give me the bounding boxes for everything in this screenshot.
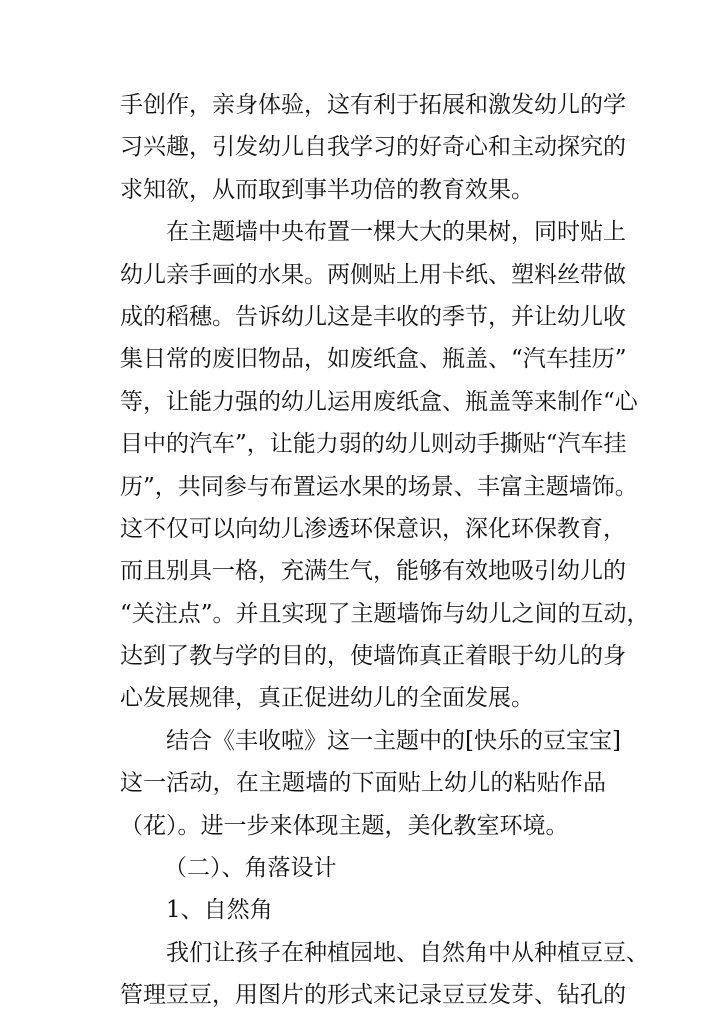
paragraph-line: 心发展规律，真正促进幼儿的全面发展。 <box>120 685 534 712</box>
paragraph-line: 这不仅可以向幼儿渗透环保意识，深化环保教育， <box>120 515 626 542</box>
paragraph-line: 幼儿亲手画的水果。两侧贴上用卡纸、塑料丝带做 <box>120 261 626 288</box>
paragraph-line: 历”，共同参与布置运水果的场景、丰富主题墙饰。 <box>120 473 638 500</box>
paragraph-line: 管理豆豆，用图片的形式来记录豆豆发芽、钻孔的 <box>120 982 626 1009</box>
paragraph-line: （花）。进一步来体现主题，美化教室环境。 <box>120 812 569 839</box>
paragraph-line: 求知欲，从而取到事半功倍的教育效果。 <box>120 176 534 203</box>
paragraph-line: 而且别具一格，充满生气，能够有效地吸引幼儿的 <box>120 558 626 585</box>
document-body <box>120 84 650 1017</box>
subsection-heading: 1、自然角 <box>166 897 273 924</box>
paragraph-line: 手创作，亲身体验，这有利于拓展和激发幼儿的学 <box>120 92 626 118</box>
paragraph-line: 这一活动，在主题墙的下面贴上幼儿的粘贴作品 <box>120 770 606 797</box>
paragraph-line: “关注点”。并且实现了主题墙饰与幼儿之间的互动， <box>120 600 650 627</box>
paragraph-line: 在主题墙中央布置一棵大大的果树，同时贴上 <box>166 219 626 246</box>
paragraph-line: 习兴趣，引发幼儿自我学习的好奇心和主动探究的 <box>120 134 626 161</box>
paragraph-line: 我们让孩子在种植园地、自然角中从种植豆豆、 <box>166 939 649 966</box>
paragraph-line: 成的稻穗。告诉幼儿这是丰收的季节，并让幼儿收 <box>120 303 626 330</box>
paragraph-line: 等，让能力强的幼儿运用废纸盒、瓶盖等来制作“心 <box>120 388 638 415</box>
paragraph-line: 达到了教与学的目的，使墙饰真正着眼于幼儿的身 <box>120 643 626 670</box>
paragraph-line: 集日常的废旧物品，如废纸盒、瓶盖、“汽车挂历” <box>120 346 627 373</box>
section-heading: （二）、角落设计 <box>164 855 337 882</box>
paragraph-line: 目中的汽车”，让能力弱的幼儿则动手撕贴“汽车挂 <box>120 431 627 458</box>
paragraph-line: 结合《丰收啦》这一主题中的[快乐的豆宝宝] <box>166 727 621 754</box>
